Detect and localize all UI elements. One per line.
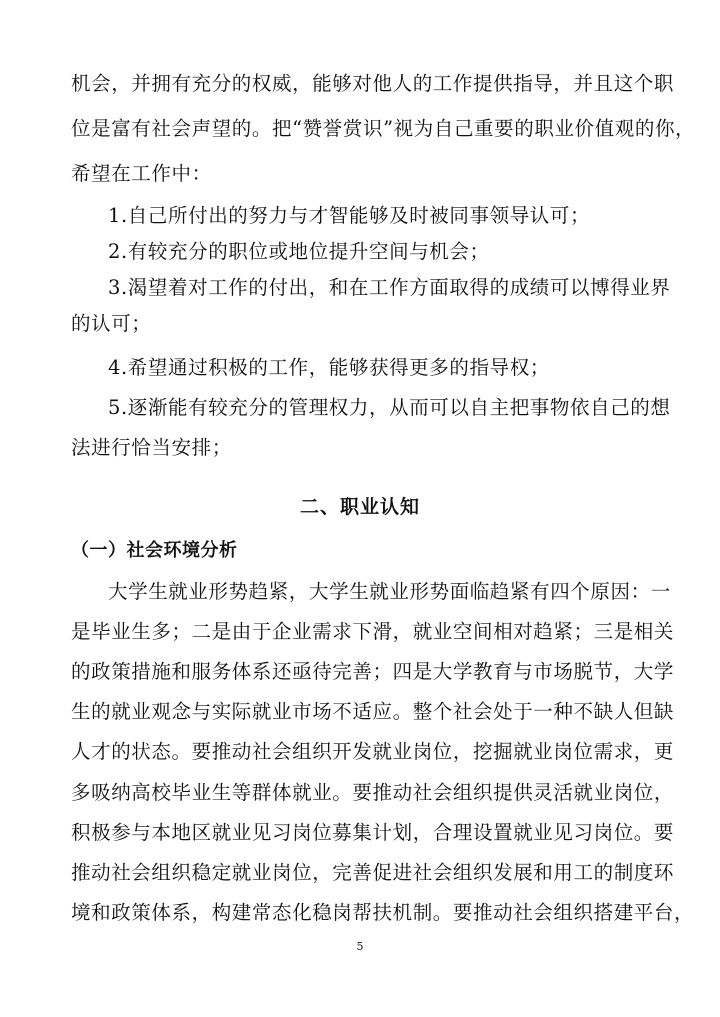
paragraph-line: 多吸纳高校毕业生等群体就业。要推动社会组织提供灵活就业岗位， [71, 781, 675, 804]
subsection-title: （一）社会环境分析 [71, 540, 238, 561]
list-item: 5.逐渐能有较充分的管理权力，从而可以自主把事物依自己的想 [108, 396, 671, 419]
body-text-line: 位是富有社会声望的。把“赞誉赏识”视为自己重要的职业价值观的你， [71, 117, 696, 140]
paragraph-line: 人才的状态。要推动社会组织开发就业岗位，挖掘就业岗位需求，更 [71, 740, 675, 763]
list-item: 4.希望通过积极的工作，能够获得更多的指导权； [108, 356, 550, 379]
section-title: 二、职业认知 [299, 496, 420, 518]
paragraph-line: 是毕业生多；二是由于企业需求下滑，就业空间相对趋紧；三是相关 [71, 620, 675, 643]
paragraph-line: 推动社会组织稳定就业岗位，完善促进社会组织发展和用工的制度环 [71, 861, 675, 884]
list-item: 2.有较充分的职位或地位提升空间与机会； [108, 240, 490, 263]
list-item-continuation: 的认可； [71, 312, 152, 335]
body-text-line: 希望在工作中： [71, 162, 212, 185]
body-text-line: 机会，并拥有充分的权威，能够对他人的工作提供指导，并且这个职 [71, 72, 675, 95]
paragraph-line: 生的就业观念与实际就业市场不适应。整个社会处于一种不缺人但缺 [71, 700, 675, 723]
list-item: 1.自己所付出的努力与才智能够及时被同事领导认可； [108, 204, 591, 227]
paragraph-line: 积极参与本地区就业见习岗位募集计划，合理设置就业见习岗位。要 [71, 821, 675, 844]
paragraph-line: 大学生就业形势趋紧，大学生就业形势面临趋紧有四个原因：一 [108, 580, 671, 603]
paragraph-line: 的政策措施和服务体系还亟待完善；四是大学教育与市场脱节，大学 [71, 660, 675, 683]
list-item: 3.渴望着对工作的付出，和在工作方面取得的成绩可以博得业界 [108, 276, 671, 299]
paragraph-line: 境和政策体系，构建常态化稳岗帮扶机制。要推动社会组织搭建平台， [71, 901, 695, 924]
list-item-continuation: 法进行恰当安排； [71, 436, 232, 459]
page-number: 5 [356, 940, 364, 953]
